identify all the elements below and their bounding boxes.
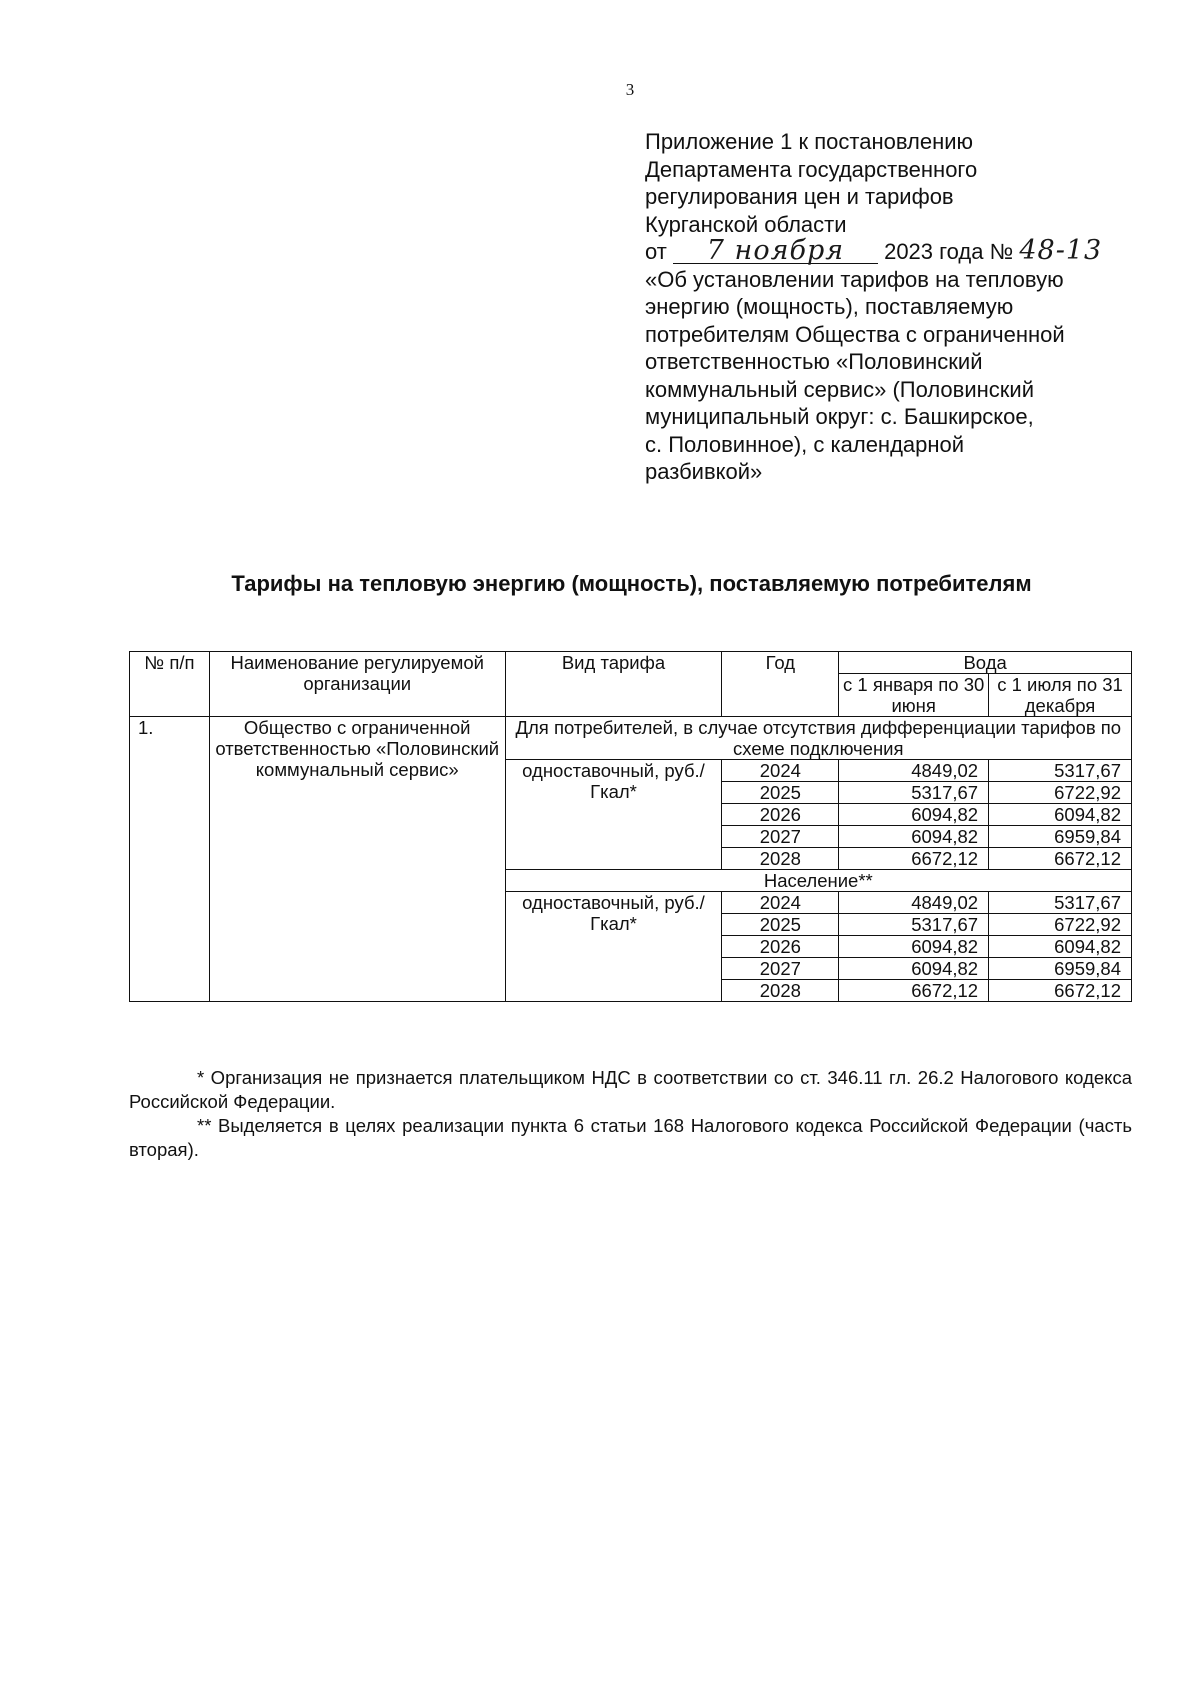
value-period-2: 6672,12 — [989, 848, 1132, 870]
appendix-line: Приложение 1 к постановлению — [645, 129, 974, 154]
value-period-2: 6722,92 — [989, 782, 1132, 804]
year-cell: 2028 — [722, 848, 839, 870]
value-period-1: 5317,67 — [839, 782, 989, 804]
year-cell: 2024 — [722, 892, 839, 914]
handwritten-number: 48-13 — [1019, 235, 1103, 266]
year-text: 2023 года № — [884, 239, 1014, 264]
year-cell: 2025 — [722, 782, 839, 804]
year-cell: 2028 — [722, 980, 839, 1002]
appendix-subject-line: коммунальный сервис» (Половинский — [645, 376, 1034, 402]
value-period-2: 6094,82 — [989, 936, 1132, 958]
appendix-date-line — [645, 235, 1125, 266]
header-water: Вода — [839, 652, 1132, 674]
year-cell: 2027 — [722, 958, 839, 980]
value-period-1: 4849,02 — [839, 760, 989, 782]
value-period-1: 6672,12 — [839, 848, 989, 870]
footnote-population: ** Выделяется в целях реализации пункта 6 статьи 168 Налогового кодекса Российской Федерации (часть вторая). — [129, 1115, 1132, 1160]
organization-cell: Общество с ограниченной ответственностью «Половинский коммунальный сервис» — [209, 717, 505, 1002]
appendix-subject-line: потребителям Общества с ограниченной — [645, 321, 1065, 347]
value-period-1: 6094,82 — [839, 804, 989, 826]
group-title: Для потребителей, в случае отсутствия дифференциации тарифов по схеме подключения — [505, 717, 1131, 760]
tariff-type-cell: одноставочный, руб./Гкал* — [505, 760, 722, 870]
value-period-1: 6094,82 — [839, 826, 989, 848]
footnotes — [129, 1066, 1132, 1162]
handwritten-date: 7 ноября — [673, 239, 878, 264]
header-period-1: с 1 января по 30 июня — [839, 674, 989, 717]
group-title: Население** — [505, 870, 1131, 892]
appendix-line: Департамента государственного — [645, 156, 978, 182]
year-cell: 2026 — [722, 804, 839, 826]
page-number: 3 — [625, 80, 635, 99]
value-period-2: 6672,12 — [989, 980, 1132, 1002]
value-period-1: 6672,12 — [839, 980, 989, 1002]
table-header-row — [130, 652, 1132, 674]
document-heading: Тарифы на тепловую энергию (мощность), поставляемую потребителям — [231, 571, 1032, 596]
tariffs-table — [129, 651, 1132, 1002]
appendix-subject-line: «Об установлении тарифов на тепловую — [645, 266, 1064, 292]
year-cell: 2025 — [722, 914, 839, 936]
footnote-vat: * Организация не признается плательщиком НДС в соответствии со ст. 346.11 гл. 26.2 Налогового кодекса Российской Федерации. — [129, 1067, 1132, 1112]
appendix-subject-line: ответственностью «Половинский — [645, 349, 983, 374]
tariff-type-cell: одноставочный, руб./Гкал* — [505, 892, 722, 1002]
value-period-2: 5317,67 — [989, 760, 1132, 782]
appendix-line: Курганской области — [645, 211, 847, 237]
appendix-subject-line: муниципальный округ: с. Башкирское, — [645, 404, 1034, 429]
appendix-line: регулирования цен и тарифов — [645, 184, 954, 209]
header-tariff-type: Вид тарифа — [505, 652, 722, 717]
appendix-block — [645, 128, 1125, 486]
appendix-subject-line: энергию (мощность), поставляемую — [645, 294, 1014, 319]
row-number-cell: 1. — [130, 717, 210, 1002]
value-period-1: 6094,82 — [839, 936, 989, 958]
value-period-2: 6959,84 — [989, 826, 1132, 848]
year-cell: 2024 — [722, 760, 839, 782]
date-prefix: от — [645, 239, 667, 264]
value-period-1: 5317,67 — [839, 914, 989, 936]
value-period-2: 6094,82 — [989, 804, 1132, 826]
year-cell: 2026 — [722, 936, 839, 958]
header-year: Год — [722, 652, 839, 717]
header-organization: Наименование регулируемой организации — [209, 652, 505, 717]
value-period-1: 4849,02 — [839, 892, 989, 914]
value-period-1: 6094,82 — [839, 958, 989, 980]
value-period-2: 6722,92 — [989, 914, 1132, 936]
header-number: № п/п — [130, 652, 210, 717]
value-period-2: 5317,67 — [989, 892, 1132, 914]
appendix-subject-line: разбивкой» — [645, 459, 763, 484]
value-period-2: 6959,84 — [989, 958, 1132, 980]
appendix-subject-line: с. Половинное), с календарной — [645, 431, 965, 457]
header-period-2: с 1 июля по 31 декабря — [989, 674, 1132, 717]
group-title-row — [130, 717, 1132, 760]
year-cell: 2027 — [722, 826, 839, 848]
